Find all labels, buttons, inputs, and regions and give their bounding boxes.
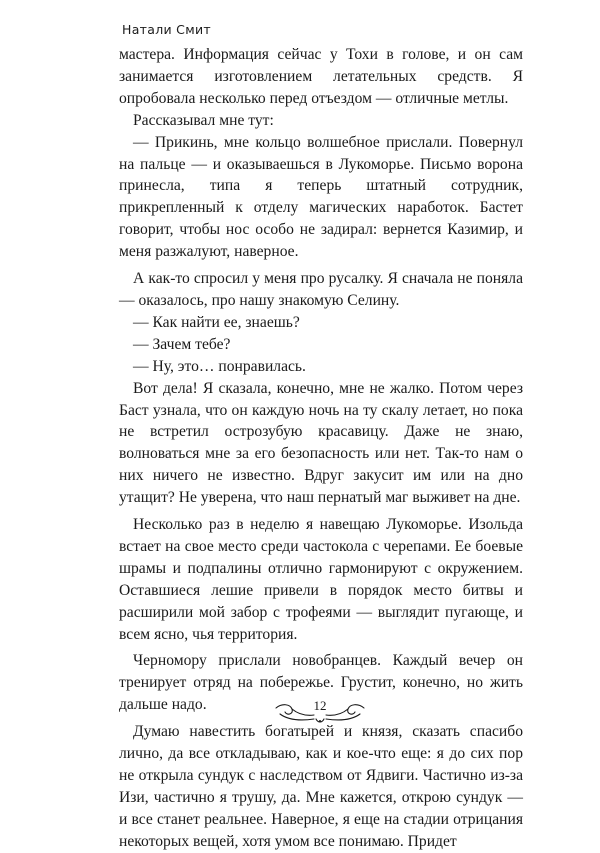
running-head-author: Натали Смит (122, 22, 211, 37)
paragraph: Несколько раз в неделю я навещаю Лукоморье. Изольда встает на свое место среди частокола с черепами. Ее боевые шрамы и подпалины отлично гармонируют с окружением. Оставшиеся лешие привели в порядок место битвы и расширили мой забор с трофеями — выглядит пугающе, и всем ясно, чья территория. (119, 516, 523, 643)
paragraph: — Прикинь, мне кольцо волшебное прислали. Повернул на пальце — и оказываешься в Лукоморье. Письмо ворона принесла, типа я теперь штатный сотрудник, прикрепленный к отделу магических наработок. Бастет говорит, чтобы нос особо не задирал: вернется Казимир, и меня разжалуют, наверное. (119, 133, 523, 261)
page-number: 12 (313, 698, 327, 713)
paragraph: Вот дела! Я сказала, конечно, мне не жалко. Потом через Баст узнала, что он каждую ночь на ту скалу летает, но пока не встретил острозубую красавицу. Даже не знаю, волноваться мне за его безопасность или нет. Так-то нам о них ничего не известно. Вдруг закусит им или на дно утащит? Не уверена, что наш пернатый маг выживет на дне. (119, 379, 523, 507)
paragraph: — Ну, это… понравилась. (133, 357, 306, 375)
paragraph: — Как найти ее, знаешь? (133, 313, 300, 331)
page-footer (270, 700, 370, 726)
paragraph: Черномору прислали новобранцев. Каждый вечер он тренирует отряд на побережье. Грустит, конечно, но жить дальше надо. (119, 652, 523, 714)
paragraph: Думаю навестить богатырей и князя, сказать спасибо лично, да все откладываю, как и кое-что еще: я до сих пор не открыла сундук с наследством от Ядвиги. Частично из-за Изи, частично я трушу, да. Мне кажется, открою сундук — и все станет реальнее. Наверное, я еще на стадии отрицания некоторых вещей, хотя умом все понимаю. Придет (119, 723, 523, 850)
paragraph: А как-то спросил у меня про русалку. Я сначала не поняла — оказалось, про нашу знакомую Селину. (119, 270, 523, 309)
paragraph: — Зачем тебе? (133, 335, 231, 353)
body-text (119, 44, 523, 853)
paragraph: мастера. Информация сейчас у Тохи в голове, и он сам занимается изготовлением летательных средств. Я опробовала несколько перед отъездом — отличные метлы. (119, 46, 523, 107)
paragraph: Рассказывал мне тут: (133, 111, 274, 129)
